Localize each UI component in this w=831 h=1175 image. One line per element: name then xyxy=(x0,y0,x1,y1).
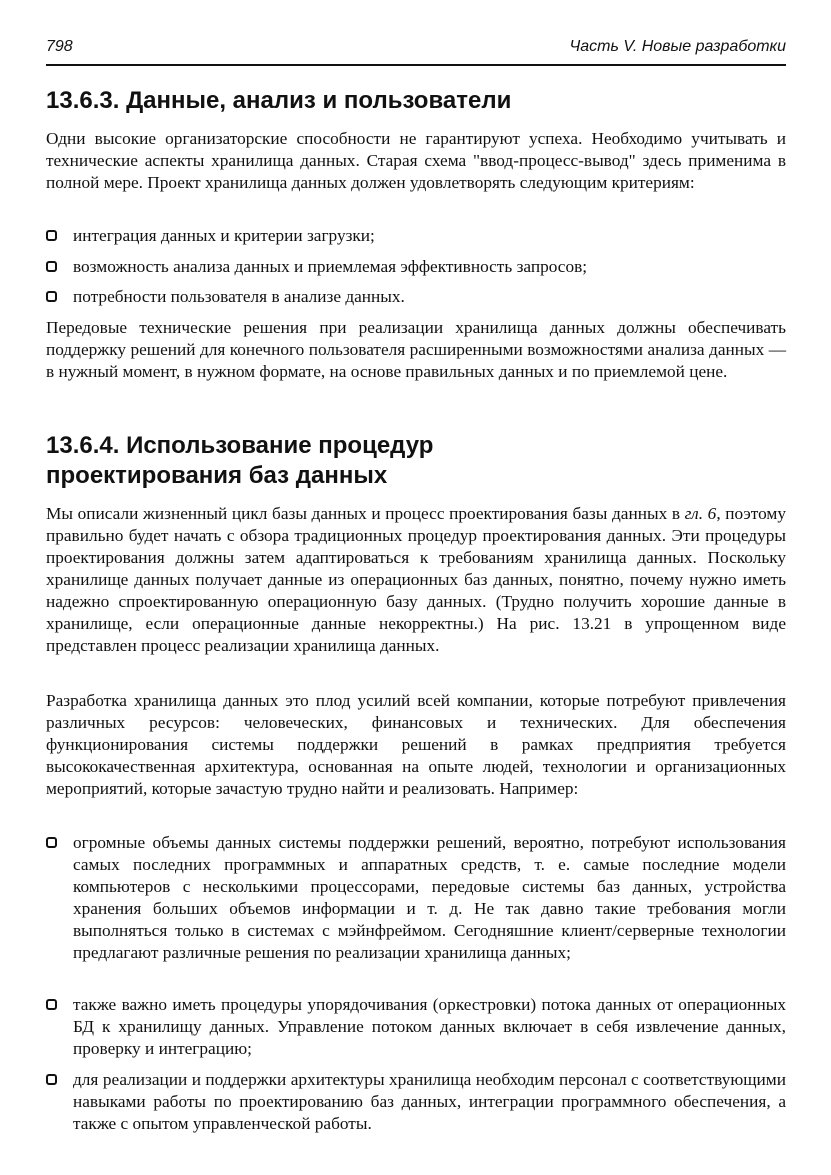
section-heading-13-6-3: 13.6.3. Данные, анализ и пользователи xyxy=(46,87,512,114)
checkbox-bullet-icon xyxy=(46,261,57,272)
paragraph-text: Мы описали жизненный цикл базы данных и процесс проектирования базы данных в xyxy=(46,504,685,523)
bullet-text: возможность анализа данных и приемлемая эффективность запросов; xyxy=(73,257,588,276)
section2-paragraph-1 xyxy=(46,503,786,657)
part-title: Часть V. Новые разработки xyxy=(569,38,786,55)
heading-line: проектирования баз данных xyxy=(46,462,388,489)
bullet-text: интеграция данных и критерии загрузки; xyxy=(73,226,375,245)
bullet-text: также важно иметь процедуры упорядочивания (оркестровки) потока данных от операционных БД к хранилищу данных. Управление потоком данных включает в себя извлечение данных, проверку и интеграцию; xyxy=(73,995,786,1058)
checkbox-bullet-icon xyxy=(46,291,57,302)
checkbox-bullet-icon xyxy=(46,1074,57,1085)
section2-paragraph-2: Разработка хранилища данных это плод усилий всей компании, которые потребуют привлечения различных ресурсов: человеческих, финансовых и технических. Для обеспечения функционирования системы поддержки решений в рамках предприятия требуется высококачественная архитектура, основанная на опыте людей, технологии и организационных мероприятий, которые зачастую трудно найти и реализовать. Например: xyxy=(46,691,786,798)
checkbox-bullet-icon xyxy=(46,837,57,848)
running-header xyxy=(46,38,786,66)
heading-line: 13.6.4. Использование процедур xyxy=(46,432,434,459)
checkbox-bullet-icon xyxy=(46,230,57,241)
bullet-text: огромные объемы данных системы поддержки решений, вероятно, потребуют использования самых последних программных и аппаратных средств, т. е. самые последние модели компьютеров с несколькими процессорами, передовые системы баз данных, устройства хранения больших объемов информации и т. д. Не так давно такие требования могли выполняться только в системах с мэйнфреймом. Сегодняшние клиент/серверные технологии предлагают различные решения по реализации хранилища данных; xyxy=(73,833,786,962)
paragraph-text: , поэтому правильно будет начать с обзора традиционных процедур проектирования данных. Эти процедуры проектирования должны затем адаптироваться к требованиям хранилища данных. Поскольку хранилище данных получает данные из операционных баз данных, понятно, почему нужно иметь надежно спроектированную операционную базу данных. (Трудно получить хорошие данные в хранилище, если операционные данные некорректны.) На рис. 13.21 в упрощенном виде представлен процесс реализации хранилища данных. xyxy=(46,504,786,655)
section1-intro-paragraph: Одни высокие организаторские способности не гарантируют успеха. Необходимо учитывать и технические аспекты хранилища данных. Старая схема "ввод-процесс-вывод" здесь применима в полной мере. Проект хранилища данных должен удовлетворять следующим критериям: xyxy=(46,129,786,192)
bullet-text: для реализации и поддержки архитектуры хранилища необходим персонал с соответствующими навыками работы по проектированию баз данных, интеграции программного обеспечения, а также с опытом управленческой работы. xyxy=(73,1070,786,1133)
section-heading-13-6-4 xyxy=(46,431,433,491)
chapter-reference: гл. 6 xyxy=(684,504,717,523)
section1-outro-paragraph: Передовые технические решения при реализации хранилища данных должны обеспечивать поддержку решений для конечного пользователя расширенными возможностями анализа данных — в нужный момент, в нужном формате, на основе правильных данных и по приемлемой цене. xyxy=(46,318,786,381)
bullet-text: потребности пользователя в анализе данных. xyxy=(73,287,405,306)
checkbox-bullet-icon xyxy=(46,999,57,1010)
page-number: 798 xyxy=(46,38,73,55)
